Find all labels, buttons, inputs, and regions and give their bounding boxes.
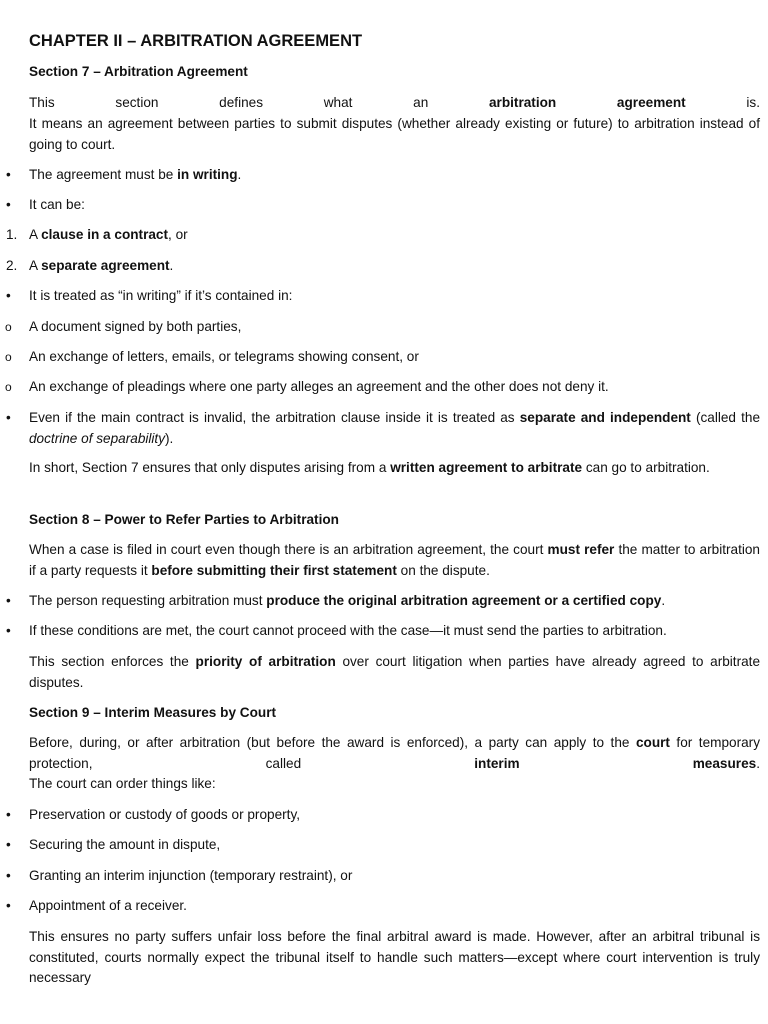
- number-marker: 1.: [6, 227, 18, 242]
- section-7-heading: Section 7 – Arbitration Agreement: [29, 64, 248, 79]
- bullet-marker: •: [6, 837, 11, 852]
- section-8-summary: This section enforces the priority of arbitration over court litigation when parties have already agreed to arbitrate disputes.: [29, 654, 760, 690]
- sub-bullet-exchange-pleadings: An exchange of pleadings where one party alleges an agreement and the other does not deny it.: [29, 379, 609, 394]
- bullet-marker: •: [6, 167, 11, 182]
- numbered-item-separate: A separate agreement.: [29, 258, 174, 273]
- bullet-separability: Even if the main contract is invalid, the arbitration clause inside it is treated as separate and independent (called the doctrine of separability).: [29, 410, 761, 446]
- sub-bullet-marker: o: [5, 320, 12, 334]
- section-7-intro-line: This section defines what an arbitration agreement is.: [29, 95, 760, 110]
- number-marker: 2.: [6, 258, 18, 273]
- numbered-item-clause: A clause in a contract, or: [29, 227, 188, 242]
- section-9-intro: Before, during, or after arbitration (but before the award is enforced), a party can apply to the court for temporary protection, called interim measures.: [29, 735, 760, 771]
- sub-bullet-marker: o: [5, 350, 12, 364]
- bullet-marker: •: [6, 593, 11, 608]
- bullet-in-writing: The agreement must be in writing.: [29, 167, 242, 182]
- bullet-marker: •: [6, 623, 11, 638]
- bullet-marker: •: [6, 868, 11, 883]
- section-9-summary: This ensures no party suffers unfair loss before the final arbitral award is made. However, after an arbitral tribunal is constituted, courts normally expect the tribunal itself to handle such matters—except where court intervention is truly necessary: [29, 929, 760, 985]
- bullet-securing-amount: Securing the amount in dispute,: [29, 837, 221, 852]
- section-8-heading: Section 8 – Power to Refer Parties to Arbitration: [29, 512, 339, 527]
- bullet-marker: •: [6, 410, 11, 425]
- sub-bullet-marker: o: [5, 380, 12, 394]
- chapter-title: CHAPTER II – ARBITRATION AGREEMENT: [29, 32, 363, 50]
- section-7-intro-paragraph: It means an agreement between parties to submit disputes (whether already existing or future) to arbitration instead of going to court.: [29, 116, 760, 152]
- section-7-summary: In short, Section 7 ensures that only disputes arising from a written agreement to arbitrate can go to arbitration.: [29, 460, 710, 475]
- bullet-marker: •: [6, 898, 11, 913]
- section-9-intro-line: The court can order things like:: [29, 776, 216, 791]
- bullet-preservation: Preservation or custody of goods or property,: [29, 807, 301, 822]
- bullet-marker: •: [6, 807, 11, 822]
- bullet-receiver: Appointment of a receiver.: [29, 898, 187, 913]
- bullet-injunction: Granting an interim injunction (temporary restraint), or: [29, 868, 353, 883]
- sub-bullet-document: A document signed by both parties,: [29, 319, 242, 334]
- bullet-it-can-be: It can be:: [29, 197, 85, 212]
- bullet-conditions-met: If these conditions are met, the court cannot proceed with the case—it must send the parties to arbitration.: [29, 623, 667, 638]
- section-9-heading: Section 9 – Interim Measures by Court: [29, 705, 277, 720]
- bullet-produce-agreement: The person requesting arbitration must produce the original arbitration agreement or a certified copy.: [29, 593, 666, 608]
- bullet-marker: •: [6, 197, 11, 212]
- bullet-treated-in-writing: It is treated as “in writing” if it’s contained in:: [29, 288, 293, 303]
- section-8-intro: When a case is filed in court even though there is an arbitration agreement, the court must refer the matter to arbitration if a party requests it before submitting their first statement on the dispute.: [29, 542, 760, 578]
- bullet-marker: •: [6, 288, 11, 303]
- sub-bullet-exchange-letters: An exchange of letters, emails, or telegrams showing consent, or: [29, 349, 419, 364]
